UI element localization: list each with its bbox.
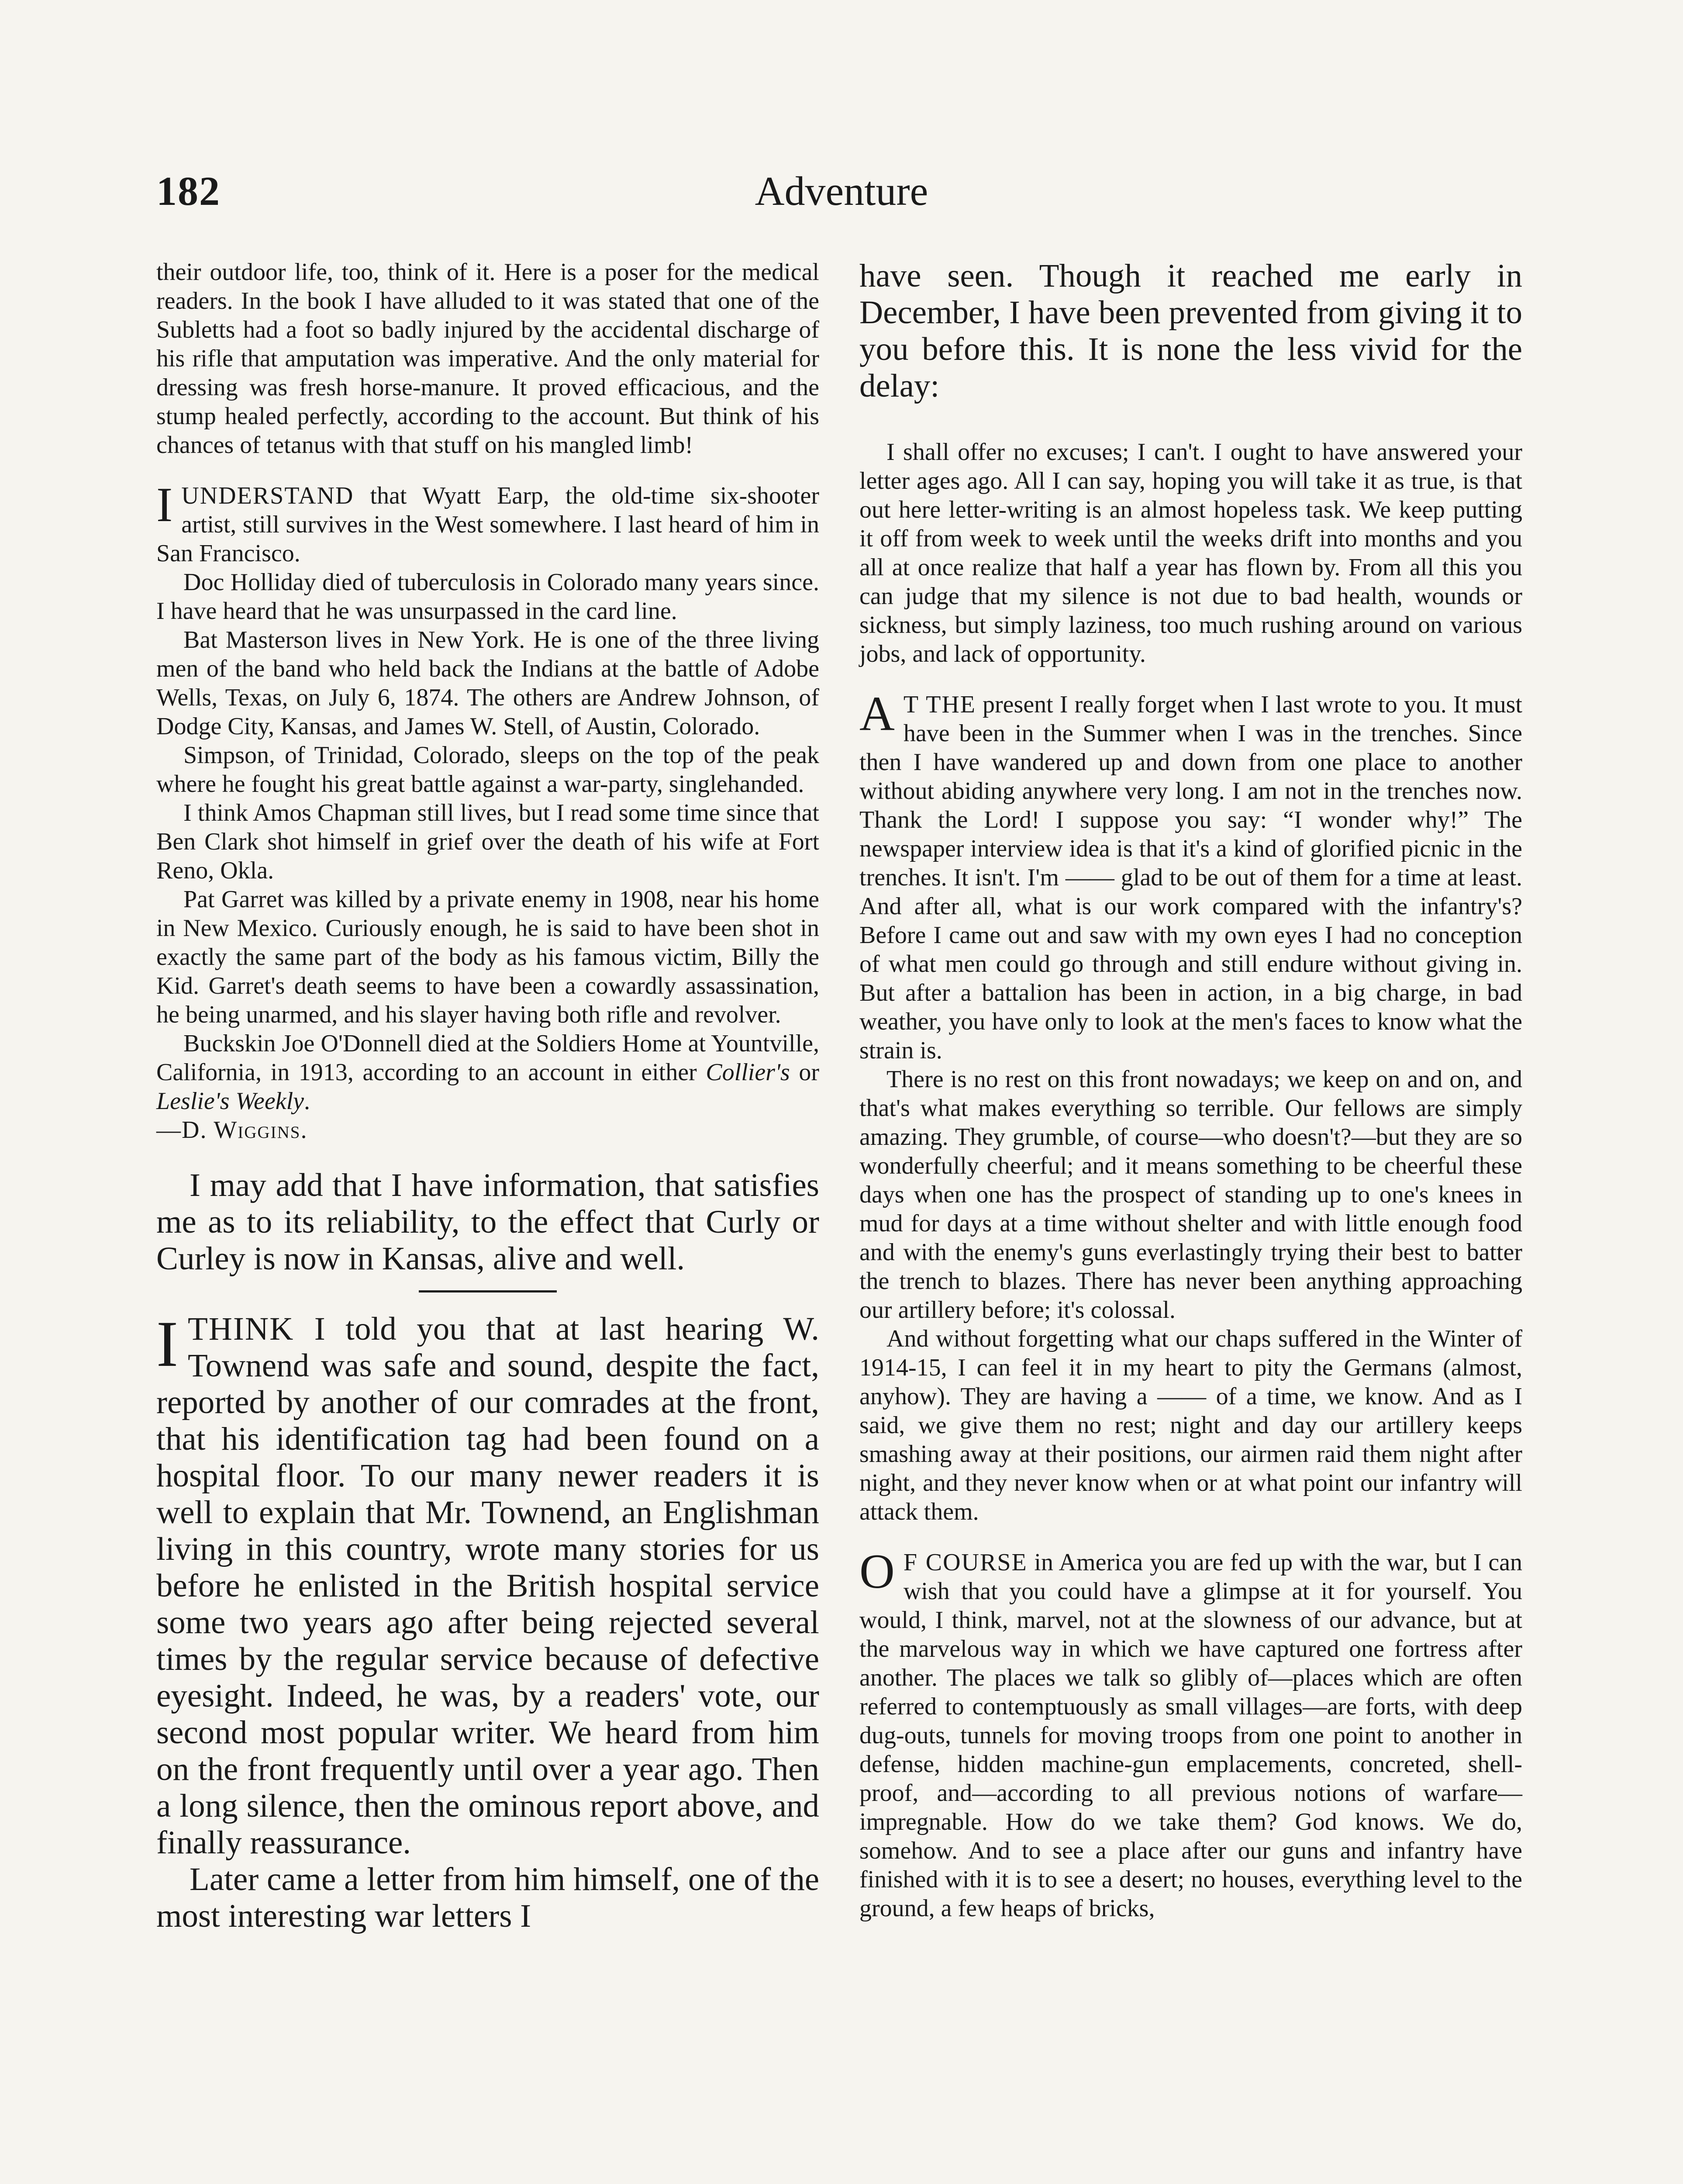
paragraph: their outdoor life, too, think of it. Here is a poser for the medical readers. In the book I have alluded to it was stated that one of the Subletts had a foot so badly injured by the accidental discharge of his rifle that amputation was imperative. And the only material for dressing was fresh horse-manure. It proved efficacious, and the stump healed perfectly, according to the account. But think of his chances of tetanus with that stuff on his mangled limb! [156,259,819,459]
editor-commentary [156,1167,819,1935]
magazine-title: Adventure [755,169,928,214]
page-number: 182 [156,169,221,214]
publication-title: Leslie's Weekly [156,1088,304,1115]
paragraph-text: that Wyatt Earp, the old-time six-shooter artist, still survives in the West somewhere. I last heard of him in San Francisco. [156,482,819,567]
paragraph: Simpson, of Trinidad, Colorado, sleeps on the top of the peak where he fought his great battle against a war-party, singlehanded. [156,742,819,798]
paragraph-text: present I really forget when I last wrote to you. It must have been in the Summer when I was in the trenches. Since then I have wandered up and down from one place to another without abiding anywhere very long. I am not in the trenches now. Thank the Lord! I suppose you say: “I wonder why!” The newspaper interview idea is that it's a kind of glorified picnic in the trenches. It isn't. I'm —— glad to be out of them for a time at least. And after all, what is our work compared with the infantry's? Before I came out and saw with my own eyes I had no conception of what men could go through and still endure without giving in. But after a battalion has been in action, in a big charge, in bad weather, you have only to look at the men's faces to know what the strain is. [859,691,1522,1064]
drop-cap: A [859,687,895,741]
section-divider [419,1290,557,1292]
section-opening-paragraph [156,1308,819,1861]
paragraph: I think Amos Chapman still lives, but I read some time since that Ben Clark shot himself in grief over the death of his wife at Fort Reno, Okla. [156,799,819,884]
paragraph-text: I told you that at last hearing W. Townend was safe and sound, despite the fact, reported by another of our comrades at the front, that his identification tag had been found on a hospital floor. To our many newer readers it is well to explain that Mr. Townend, an Englishman living in this country, wrote many stories for us before he enlisted in the British hospital service some two years ago after being rejected several times by the regular service because of defective eyesight. Indeed, he was, by a readers' vote, our second most popular writer. We heard from him on the front frequently until over a year ago. Then a long silence, then the ominous report above, and finally reassurance. [156,1311,819,1861]
paragraph: Bat Masterson lives in New York. He is one of the three living men of the band who held back the Indians at the battle of Adobe Wells, Texas, on July 6, 1874. The others are Andrew Johnson, of Dodge City, Kansas, and James W. Stell, of Austin, Colorado. [156,626,819,740]
drop-cap: I [156,1308,178,1380]
signature [156,1116,819,1144]
section-opening-paragraph [859,687,1522,1065]
small-caps-lead: UNDERSTAND [181,482,354,509]
publication-title: Collier's [706,1059,790,1086]
paragraph: I may add that I have information, that satisfies me as to its reliability, to the effect that Curly or Curley is now in Kansas, alive and well. [156,1167,819,1277]
section-opening-paragraph [859,1545,1522,1923]
paragraph-text: in America you are fed up with the war, but I can wish that you could have a glimpse at it for yourself. You would, I think, marvel, not at the slowness of our advance, but at the marvelous way in which we have captured one fortress after another. The places we talk so glibly of—places which are often referred to contemptuously as small villages—are forts, with deep dug-outs, tunnels for moving troops from one point to another in defense, hidden machine-gun emplacements, concreted, shell-proof, and—according to all previous notions of warfare—impregnable. How do we take them? God knows. We do, somehow. And to see a place after our guns and infantry have finished with it is to see a desert; no houses, everything level to the ground, a few heaps of bricks, [859,1549,1522,1922]
paragraph: Doc Holliday died of tuberculosis in Colorado many years since. I have heard that he was unsurpassed in the card line. [156,569,819,625]
paragraph: And without forgetting what our chaps suffered in the Winter of 1914-15, I can feel it in my heart to pity the Germans (almost, anyhow). They are having a —— of a time, we know. And as I said, we give them no rest; night and day our artillery keeps smashing away at their positions, our airmen raid them night after night, and they never know when or at what point our infantry will attack them. [859,1325,1522,1525]
small-caps-lead: T THE [903,691,976,718]
drop-cap: I [156,478,173,532]
paragraph: Pat Garret was killed by a private enemy in 1908, near his home in New Mexico. Curiously enough, he is said to have been shot in exactly the same part of the body as his famous victim, Billy the Kid. Garret's death seems to have been a cowardly assassination, he being unarmed, and his slayer having both rifle and revolver. [156,886,819,1028]
letter-townend [859,438,1522,1923]
paragraph: I shall offer no excuses; I can't. I ought to have answered your letter ages ago. All I can say, hoping you will take it as true, is that out here letter-writing is an almost hopeless task. We keep putting it off from week to week until the weeks drift into months and you all at once realize that half a year has flown by. From all this you can judge that my silence is not due to bad health, wounds or sickness, but simply laziness, too much rushing around on various jobs, and lack of opportunity. [859,439,1522,667]
left-column [156,258,819,1935]
small-caps-lead: F COURSE [903,1549,1028,1576]
section-opening-paragraph [156,478,819,568]
paragraph-text: . [304,1088,310,1115]
paragraph: There is no rest on this front nowadays; we keep on and on, and that's what makes everything so terrible. Our fellows are simply amazing. They grumble, of course—who doesn't?—but they are so wonderfully cheerful; and it means something to be cheerful these days when one has the prospect of standing up to one's knees in mud for days at a time without shelter and with little enough food and with the enemy's guns everlastingly trying their best to batter the trench to blazes. There has never been anything approaching our artillery before; it's colossal. [859,1066,1522,1324]
small-caps-lead: THINK [187,1311,294,1347]
paragraph-text: Buckskin Joe O'Donnell died at the Soldiers Home at Yountville, California, in 1913, according to an account in either [156,1030,819,1086]
signature-text: —D. Wiggins. [156,1116,308,1144]
paragraph: Later came a letter from him himself, one of the most interesting war letters I [156,1861,819,1934]
paragraph: have seen. Though it reached me early in December, I have been prevented from giving it to you before this. It is none the less vivid for the delay: [859,258,1522,404]
paragraph [156,1029,819,1116]
letter-wiggins [156,258,819,1144]
paragraph-text: or [790,1059,819,1086]
drop-cap: O [859,1545,895,1599]
editor-commentary-continued [859,258,1522,404]
right-column [859,258,1522,1923]
